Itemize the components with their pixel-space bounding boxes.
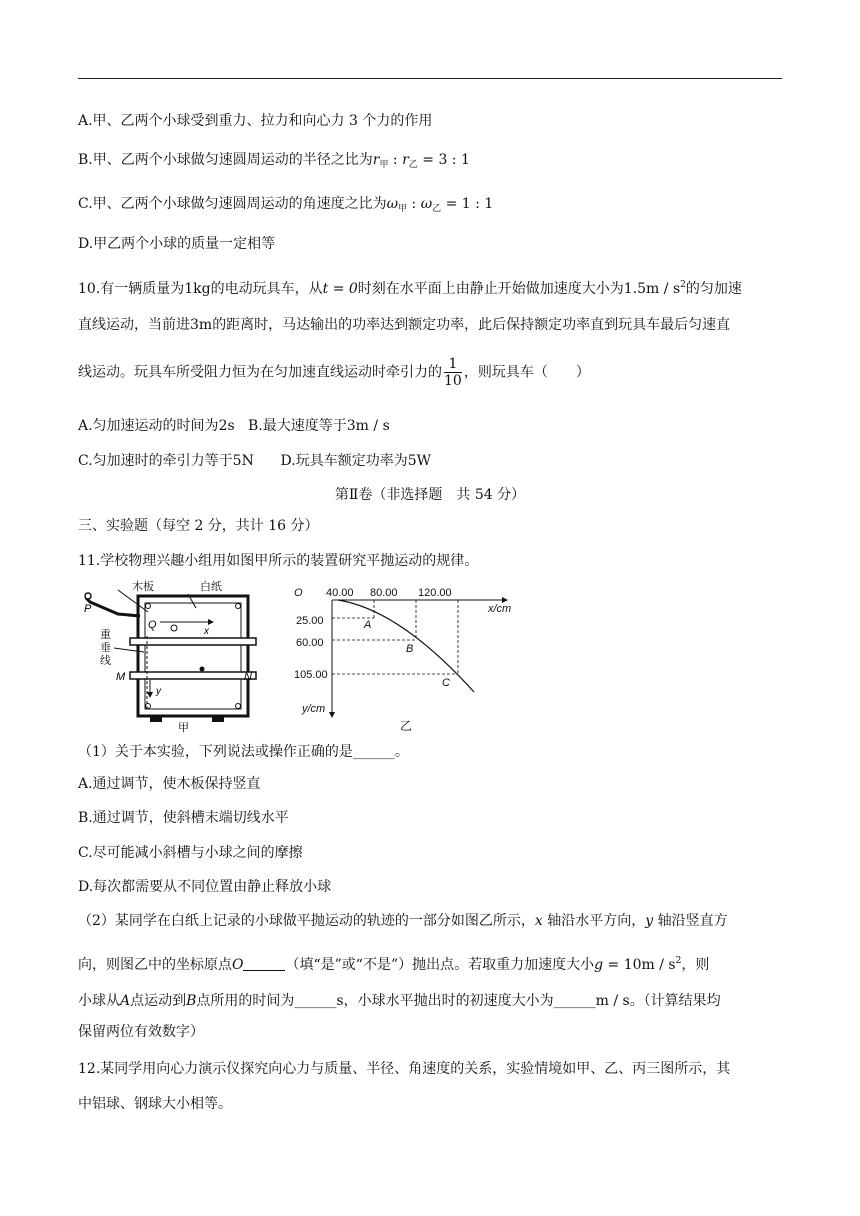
q11-option-c: C.尽可能减小斜槽与小球之间的摩擦: [78, 845, 303, 861]
part3-title: 三、实验题（每空 2 分，共计 16 分）: [78, 518, 319, 534]
q9-option-a: A.甲、乙两个小球受到重力、拉力和向心力 3 个力的作用: [78, 113, 433, 129]
answer-blank[interactable]: [243, 956, 285, 971]
q10-line-2: 直线运动，当前进3m的距离时，马达输出的功率达到额定功率，此后保持额定功率直到玩具车最后匀速直: [78, 317, 731, 333]
label-plumb: [100, 627, 111, 667]
q10-line-1: 10.有一辆质量为1kg的电动玩具车，从t = 0时刻在水平面上由静止开始做加速度大小为$1.5m / s^2$的匀加速: [78, 280, 742, 297]
y-tick-105: 105.00: [294, 669, 328, 681]
caption-jia: 甲: [178, 722, 189, 734]
header-rule: [78, 78, 782, 79]
point-a-label: A: [364, 619, 372, 631]
q11-option-a: A.通过调节，使木板保持竖直: [78, 776, 261, 792]
x-tick-80: 80.00: [370, 587, 398, 599]
label-p: P: [84, 603, 92, 615]
y-tick-25: 25.00: [296, 615, 324, 627]
point-c-label: C: [442, 677, 450, 689]
label-n: N: [244, 671, 252, 683]
y-tick-60: 60.00: [296, 637, 324, 649]
x-axis-label: x/cm: [488, 603, 512, 615]
point-b-label: B: [406, 643, 414, 655]
x-tick-120: 120.00: [418, 587, 452, 599]
q10-line-3: 线运动。玩具车所受阻力恒为在匀加速直线运动时牵引力的 $\frac{1}{10}$ ，则玩具车（ ）: [78, 356, 590, 389]
q9-option-d: D.甲乙两个小球的质量一定相等: [78, 236, 276, 252]
q11-part2-line3: 小球从A点运动到B点所用的时间为______s，小球水平抛出时的初速度大小为______m / s。（计算结果均: [78, 993, 721, 1009]
q11-option-b: B.通过调节，使斜槽末端切线水平: [78, 810, 289, 826]
board-frame: [138, 596, 248, 716]
caption-yi: 乙: [400, 719, 413, 733]
q11-part2-line1: （2）某同学在白纸上记录的小球做平抛运动的轨迹的一部分如图乙所示，x 轴沿水平方向，y 轴沿竖直方: [78, 913, 728, 929]
label-q: Q: [148, 619, 157, 631]
x-tick-40: 40.00: [326, 587, 354, 599]
svg-text:线: 线: [100, 655, 111, 667]
svg-text:垂: 垂: [100, 642, 111, 654]
q12-line-2: 中铝球、钢球大小相等。: [78, 1096, 232, 1112]
q12-line-1: 12.某同学用向心力演示仪探究向心力与质量、半径、角速度的关系，实验情境如甲、乙、丙三图所示，其: [78, 1061, 731, 1077]
q9-option-b: B.甲、乙两个小球做匀速圆周运动的半径之比为$r_甲$ : $r_乙 = 3$ : 1: [78, 152, 470, 170]
q11-part2-line4: 保留两位有效数字）: [78, 1024, 204, 1040]
q10-options-ab: A.匀加速运动的时间为2s B.最大速度等于3m / s: [78, 418, 390, 434]
q11-intro: 11.学校物理兴趣小组用如图甲所示的装置研究平抛运动的规律。: [78, 553, 479, 569]
label-m: M: [116, 671, 126, 683]
fraction-one-tenth: $\frac{1}{10}$: [444, 356, 462, 389]
label-x: x: [204, 626, 209, 637]
label-paper: 白纸: [200, 581, 222, 593]
label-board: 木板: [132, 581, 154, 593]
label-y: y: [156, 686, 161, 697]
q11-part1: （1）关于本实验，下列说法或操作正确的是______。: [78, 744, 409, 760]
figure-yi: [290, 580, 520, 740]
svg-text:重: 重: [100, 629, 111, 641]
origin-label: O: [294, 587, 303, 599]
figure-jia: [78, 576, 288, 736]
q10-options-cd: C.匀加速时的牵引力等于5N D.玩具车额定功率为5W: [78, 453, 432, 469]
q11-part2-line2: 向，则图乙中的坐标原点O （填“是”或“不是”）抛出点。若取重力加速度大小$g = 10m / s^2$，则: [78, 956, 710, 973]
q11-option-d: D.每次都需要从不同位置由静止释放小球: [78, 879, 332, 895]
section-title: 第Ⅱ卷（非选择题 共 54 分）: [334, 487, 526, 503]
y-axis-label: y/cm: [302, 703, 326, 715]
q9-option-c: C.甲、乙两个小球做匀速圆周运动的角速度之比为$\omega_甲$ : $\omega_乙 = 1$ : 1: [78, 196, 494, 214]
ball-p: [85, 593, 91, 599]
